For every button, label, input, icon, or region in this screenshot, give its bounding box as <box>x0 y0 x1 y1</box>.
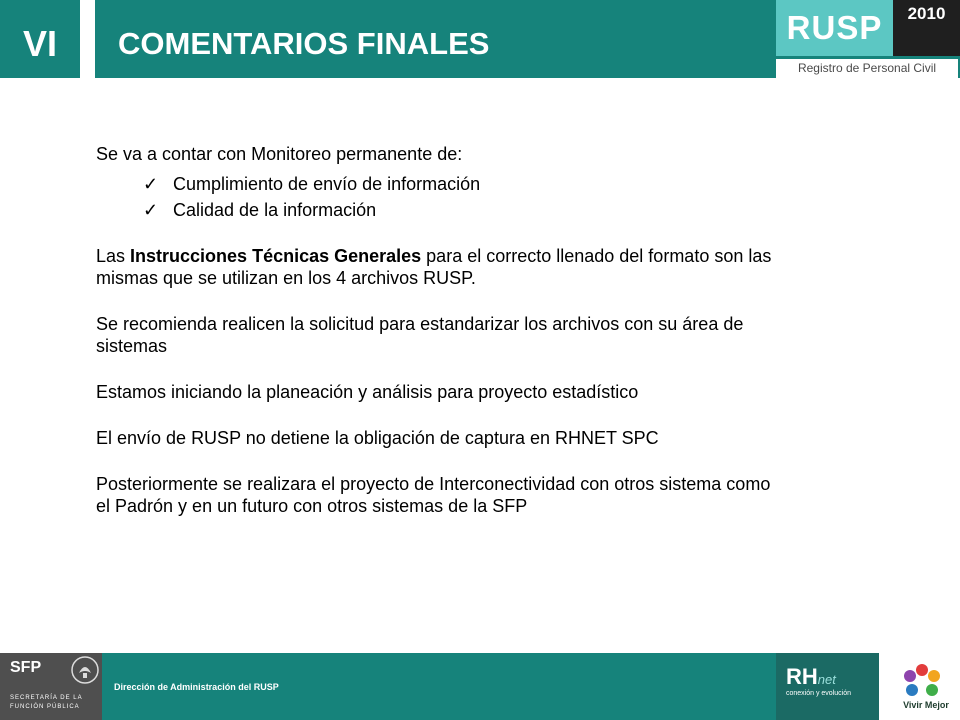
org-line-1: SECRETARÍA DE LA <box>10 695 83 701</box>
instructions-pre: Las <box>96 246 131 266</box>
instructions-bold: Instrucciones Técnicas Generales <box>130 246 422 266</box>
rhnet-logo-rh: RH <box>786 664 818 689</box>
vivir-mejor-flower-icon <box>900 662 944 700</box>
slide-content <box>96 143 776 541</box>
rusp-subtitle: Registro de Personal Civil <box>776 59 958 78</box>
checklist-item-label: Cumplimiento de envío de información <box>173 174 481 194</box>
rhnet-tagline: conexión y evolución <box>786 690 851 697</box>
planning-paragraph: Estamos iniciando la planeación y análisis para proyecto estadístico <box>96 382 639 402</box>
instructions-post: para el correcto llenado del formato son las mismas que se utilizan en los 4 archivos RUSP. <box>96 246 772 288</box>
checklist-item <box>143 199 776 221</box>
vivir-mejor-label: Vivir Mejor <box>903 700 949 710</box>
footer-direction: Dirección de Administración del RUSP <box>114 682 279 692</box>
checkmark-icon: ✓ <box>143 200 159 220</box>
section-number: VI <box>22 23 57 64</box>
sfp-logo: SFP <box>10 659 42 676</box>
interconnectivity-paragraph: Posteriormente se realizara el proyecto de Interconectividad con otros sistema como el Padrón y en un futuro con otros sistemas de la SFP <box>96 474 771 516</box>
instructions-paragraph <box>96 245 776 289</box>
checklist <box>96 173 776 221</box>
intro-text: Se va a contar con Monitoreo permanente de: <box>96 144 463 164</box>
rhnet-logo-net: net <box>817 672 836 687</box>
checkmark-icon: ✓ <box>143 174 159 194</box>
checklist-item-label: Calidad de la información <box>173 200 377 220</box>
rusp-year: 2010 <box>893 0 960 56</box>
checklist-item <box>143 173 776 195</box>
recommendation-paragraph: Se recomienda realicen la solicitud para estandarizar los archivos con su área de sistemas <box>96 314 744 356</box>
eagle-seal-icon <box>70 655 100 685</box>
rusp-logo: RUSP <box>776 0 893 56</box>
org-line-2: FUNCIÓN PÚBLICA <box>10 704 80 710</box>
sfp-org-name <box>10 694 83 712</box>
page-title: COMENTARIOS FINALES <box>118 26 490 61</box>
obligation-paragraph: El envío de RUSP no detiene la obligación de captura en RHNET SPC <box>96 428 659 448</box>
rhnet-logo <box>786 664 836 690</box>
